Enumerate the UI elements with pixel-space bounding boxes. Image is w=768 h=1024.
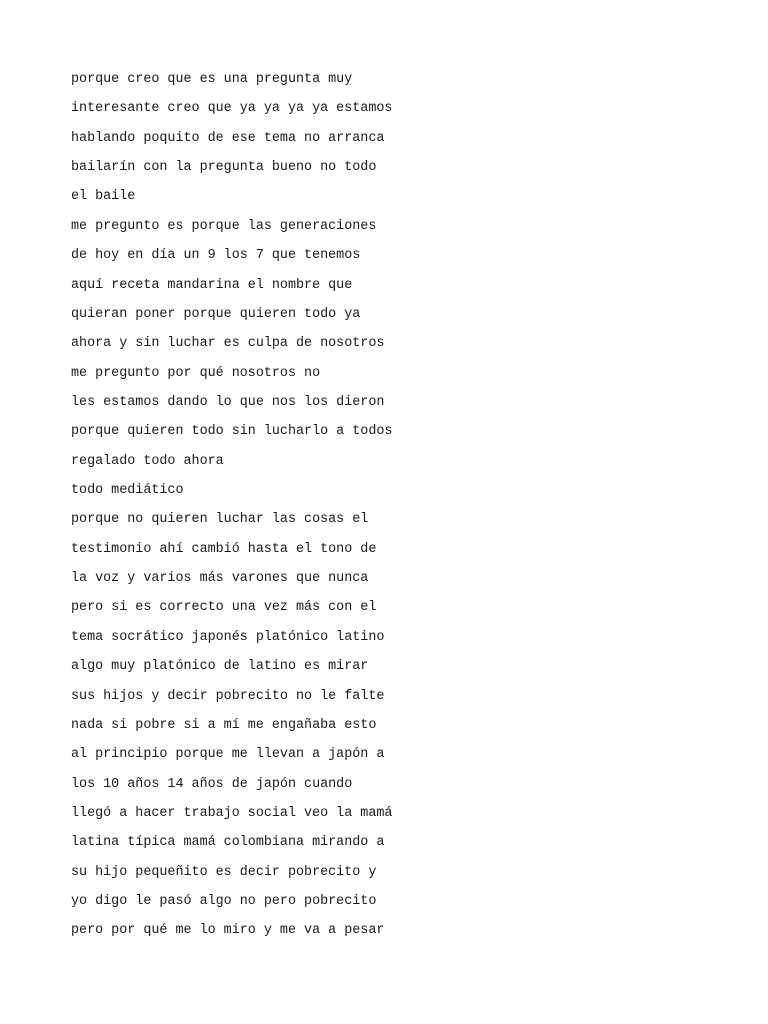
text-line: testimonio ahí cambió hasta el tono de (71, 541, 377, 557)
text-line: la voz y varios más varones que nunca (71, 571, 369, 587)
text-line: tema socrático japonés platónico latino (71, 629, 385, 645)
text-line: me pregunto es porque las generaciones (71, 218, 377, 234)
text-line: les estamos dando lo que nos los dieron (71, 394, 385, 410)
text-line: nada si pobre si a mí me engañaba esto (71, 717, 377, 733)
text-line: porque no quieren luchar las cosas el (71, 512, 369, 528)
text-line: ahora y sin luchar es culpa de nosotros (71, 336, 385, 352)
text-line: algo muy platónico de latino es mirar (71, 659, 369, 675)
text-line: de hoy en día un 9 los 7 que tenemos (71, 248, 361, 264)
text-line: porque quieren todo sin lucharlo a todos (71, 424, 393, 440)
text-line: bailarín con la pregunta bueno no todo (71, 160, 377, 176)
text-line: aquí receta mandarina el nombre que (71, 277, 353, 293)
text-line: quieran poner porque quieren todo ya (71, 306, 361, 322)
text-line: todo mediático (71, 483, 184, 499)
text-line: sus hijos y decir pobrecito no le falte (71, 688, 385, 704)
text-line: los 10 años 14 años de japón cuando (71, 776, 353, 792)
text-line: latina típica mamá colombiana mirando a (71, 835, 385, 851)
text-line: porque creo que es una pregunta muy (71, 72, 353, 87)
text-line: el baile (71, 189, 136, 205)
text-line: regalado todo ahora (71, 453, 224, 469)
text-line: me pregunto por qué nosotros no (71, 365, 321, 381)
text-line: interesante creo que ya ya ya ya estamos (71, 101, 393, 117)
text-line: yo digo le pasó algo no pero pobrecito (71, 894, 377, 910)
text-line: al principio porque me llevan a japón a (71, 747, 385, 763)
transcript-text (71, 69, 671, 950)
text-line: su hijo pequeñito es decir pobrecito y (71, 864, 377, 880)
text-line: pero si es correcto una vez más con el (71, 600, 377, 616)
text-line: hablando poquito de ese tema no arranca (71, 130, 385, 146)
text-line: llegó a hacer trabajo social veo la mamá (71, 805, 393, 821)
text-line: pero por qué me lo miro y me va a pesar (71, 923, 385, 939)
